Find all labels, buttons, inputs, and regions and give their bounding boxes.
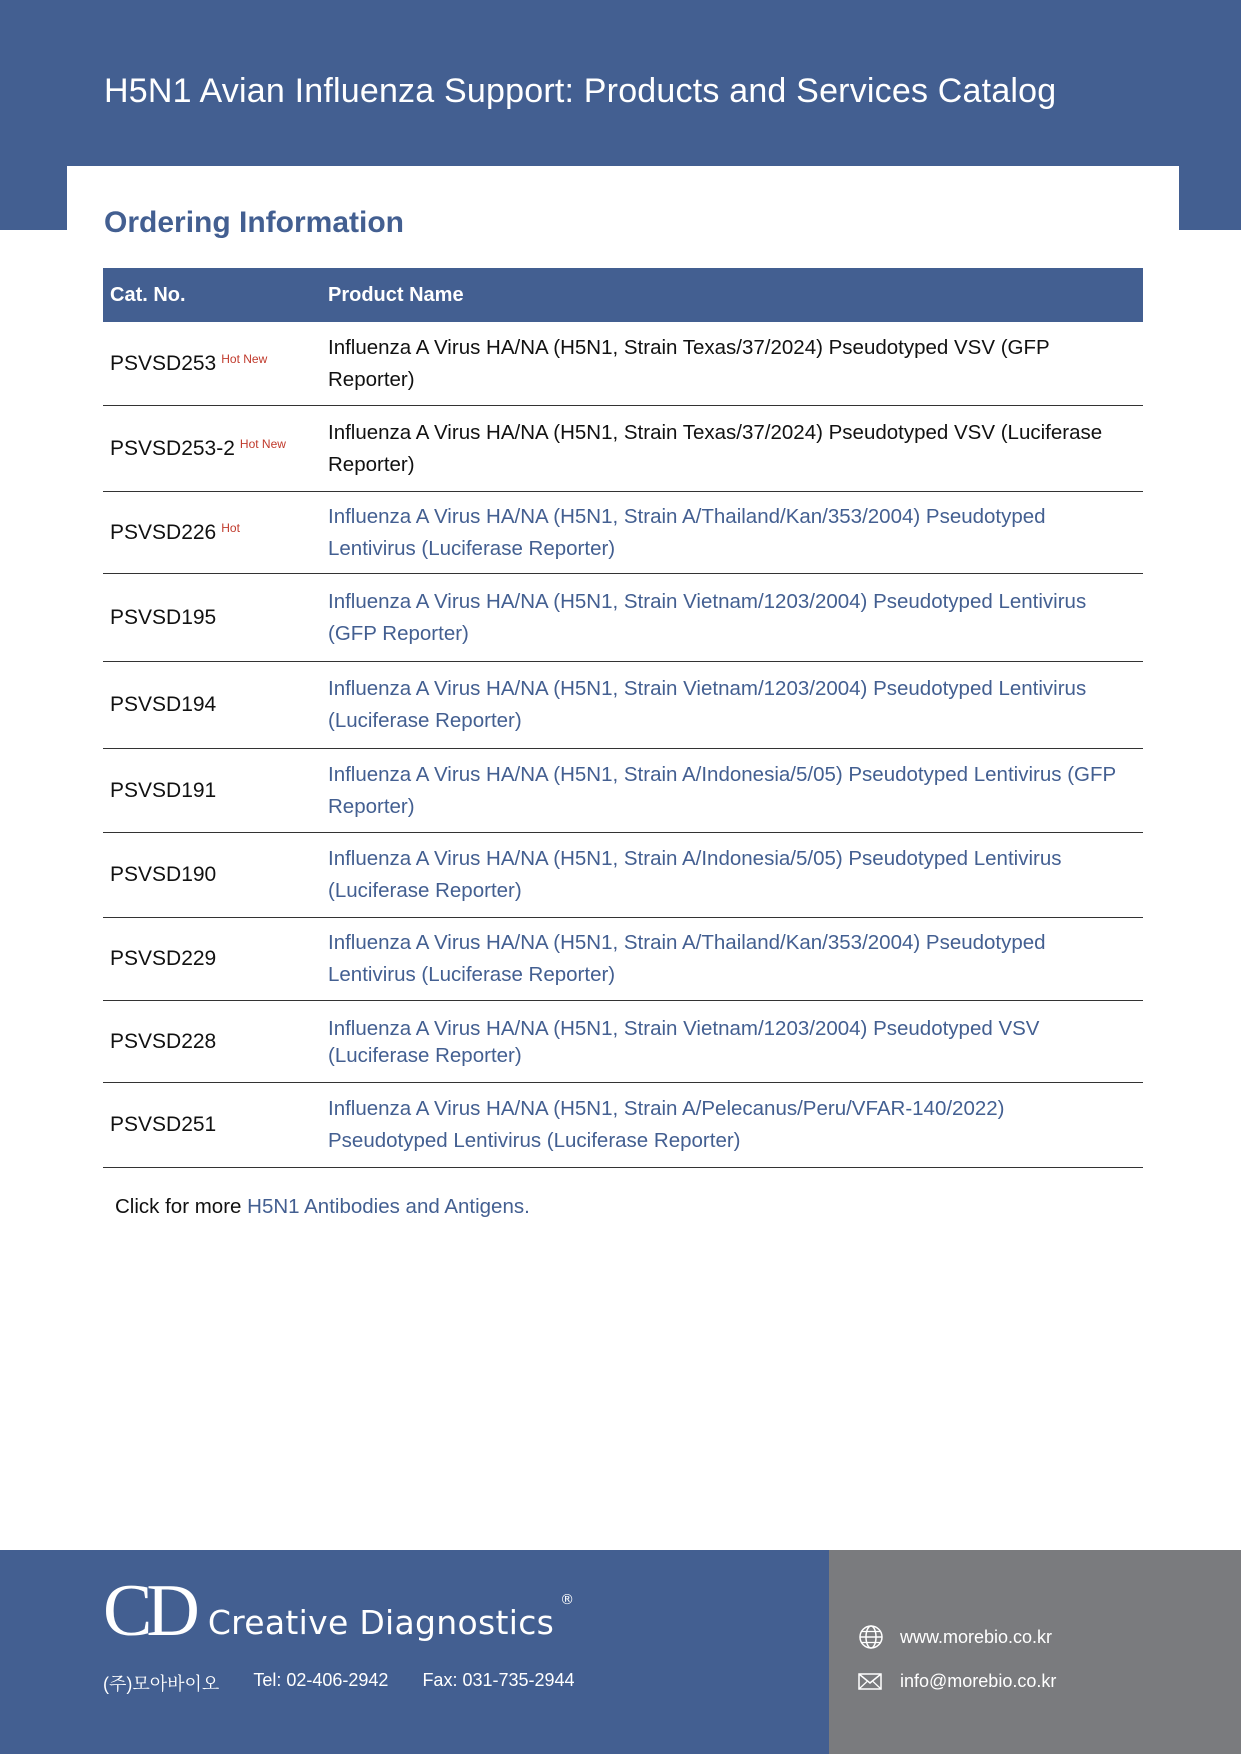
table-row: [103, 918, 1143, 1001]
logo-text: Creative Diagnostics: [207, 1603, 555, 1642]
product-name: Influenza A Virus HA/NA (H5N1, Strain Texas/37/2024) Pseudotyped VSV (Luciferase Reporter): [328, 420, 1103, 476]
cat-no-cell: [103, 863, 328, 887]
company-name: (주)모아바이오: [103, 1674, 220, 1694]
logo-mark: CD: [103, 1570, 194, 1652]
table-header: [103, 268, 1143, 322]
table-row: [103, 833, 1143, 918]
table-row: [103, 662, 1143, 749]
column-header-product-name: Product Name: [328, 283, 464, 306]
more-prefix: Click for more: [115, 1195, 242, 1218]
cat-no: PSVSD226: [110, 520, 217, 544]
telephone: Tel: 02-406-2942: [253, 1670, 389, 1690]
cat-no: PSVSD251: [110, 1113, 217, 1136]
table-row: [103, 749, 1143, 833]
page-title: H5N1 Avian Influenza Support: Products and Services Catalog: [104, 72, 1057, 110]
company-logo: [103, 1570, 575, 1652]
more-line: [115, 1195, 530, 1219]
product-name: Influenza A Virus HA/NA (H5N1, Strain Texas/37/2024) Pseudotyped VSV (GFP Reporter): [328, 335, 1050, 391]
product-link[interactable]: Influenza A Virus HA/NA (H5N1, Strain A/Indonesia/5/05) Pseudotyped Lentivirus (Luciferase Reporter): [328, 847, 1062, 902]
product-link[interactable]: Influenza A Virus HA/NA (H5N1, Strain A/Pelecanus/Peru/VFAR-140/2022) Pseudotyped Lentivirus (Luciferase Reporter): [328, 1097, 1005, 1152]
antibodies-antigens-link[interactable]: H5N1 Antibodies and Antigens.: [247, 1195, 530, 1218]
table-row: [103, 574, 1143, 662]
section-title: Ordering Information: [104, 206, 404, 239]
cat-no: PSVSD194: [110, 693, 217, 716]
cat-no-cell: [103, 693, 328, 717]
cat-no-cell: [103, 1113, 328, 1137]
column-header-cat-no: Cat. No.: [110, 283, 186, 306]
table-row: [103, 1001, 1143, 1083]
ordering-table: [103, 268, 1143, 1168]
email-link[interactable]: info@morebio.co.kr: [900, 1671, 1057, 1691]
table-row: [103, 492, 1143, 574]
hot-new-tag: Hot New: [239, 436, 286, 451]
cat-no-cell: [103, 352, 328, 376]
email-contact[interactable]: [858, 1671, 1056, 1692]
fax: Fax: 031-735-2944: [422, 1670, 575, 1690]
cat-no: PSVSD191: [110, 778, 217, 802]
product-link[interactable]: Influenza A Virus HA/NA (H5N1, Strain A/Thailand/Kan/353/2004) Pseudotyped Lentivirus (Luciferase Reporter): [328, 931, 1046, 986]
table-row: [103, 1083, 1143, 1168]
cat-no: PSVSD195: [110, 605, 217, 629]
cat-no-cell: [103, 947, 328, 971]
mail-icon: [858, 1672, 884, 1692]
cat-no: PSVSD228: [110, 1029, 217, 1053]
registered-mark: ®: [560, 1592, 575, 1608]
website-link[interactable]: www.morebio.co.kr: [900, 1626, 1053, 1647]
cat-no: PSVSD253-2: [110, 436, 235, 460]
product-link[interactable]: Influenza A Virus HA/NA (H5N1, Strain A/Indonesia/5/05) Pseudotyped Lentivirus (GFP Reporter): [328, 762, 1116, 818]
product-link[interactable]: Influenza A Virus HA/NA (H5N1, Strain A/Thailand/Kan/353/2004) Pseudotyped Lentivirus (Luciferase Reporter): [328, 504, 1046, 560]
cat-no: PSVSD229: [110, 947, 217, 970]
footer-right: [829, 1550, 1241, 1754]
cat-no: PSVSD190: [110, 863, 217, 886]
globe-icon: [858, 1624, 884, 1650]
cat-no-cell: [103, 779, 328, 803]
hot-new-tag: Hot New: [221, 351, 268, 366]
cat-no-cell: [103, 437, 328, 461]
product-link[interactable]: Influenza A Virus HA/NA (H5N1, Strain Vietnam/1203/2004) Pseudotyped Lentivirus (Luciferase Reporter): [328, 677, 1087, 732]
cat-no: PSVSD253: [110, 351, 217, 375]
product-link[interactable]: Influenza A Virus HA/NA (H5N1, Strain Vietnam/1203/2004) Pseudotyped Lentivirus (GFP Reporter): [328, 589, 1087, 645]
website-contact[interactable]: [858, 1624, 1052, 1650]
cat-no-cell: [103, 521, 328, 545]
product-link[interactable]: Influenza A Virus HA/NA (H5N1, Strain Vietnam/1203/2004) Pseudotyped VSV (Luciferase Reporter): [328, 1016, 1040, 1067]
table-row: [103, 406, 1143, 492]
cat-no-cell: [103, 606, 328, 630]
hot-tag: Hot: [221, 520, 240, 535]
table-row: [103, 322, 1143, 406]
cat-no-cell: [103, 1030, 328, 1054]
footer-info: [103, 1670, 575, 1696]
